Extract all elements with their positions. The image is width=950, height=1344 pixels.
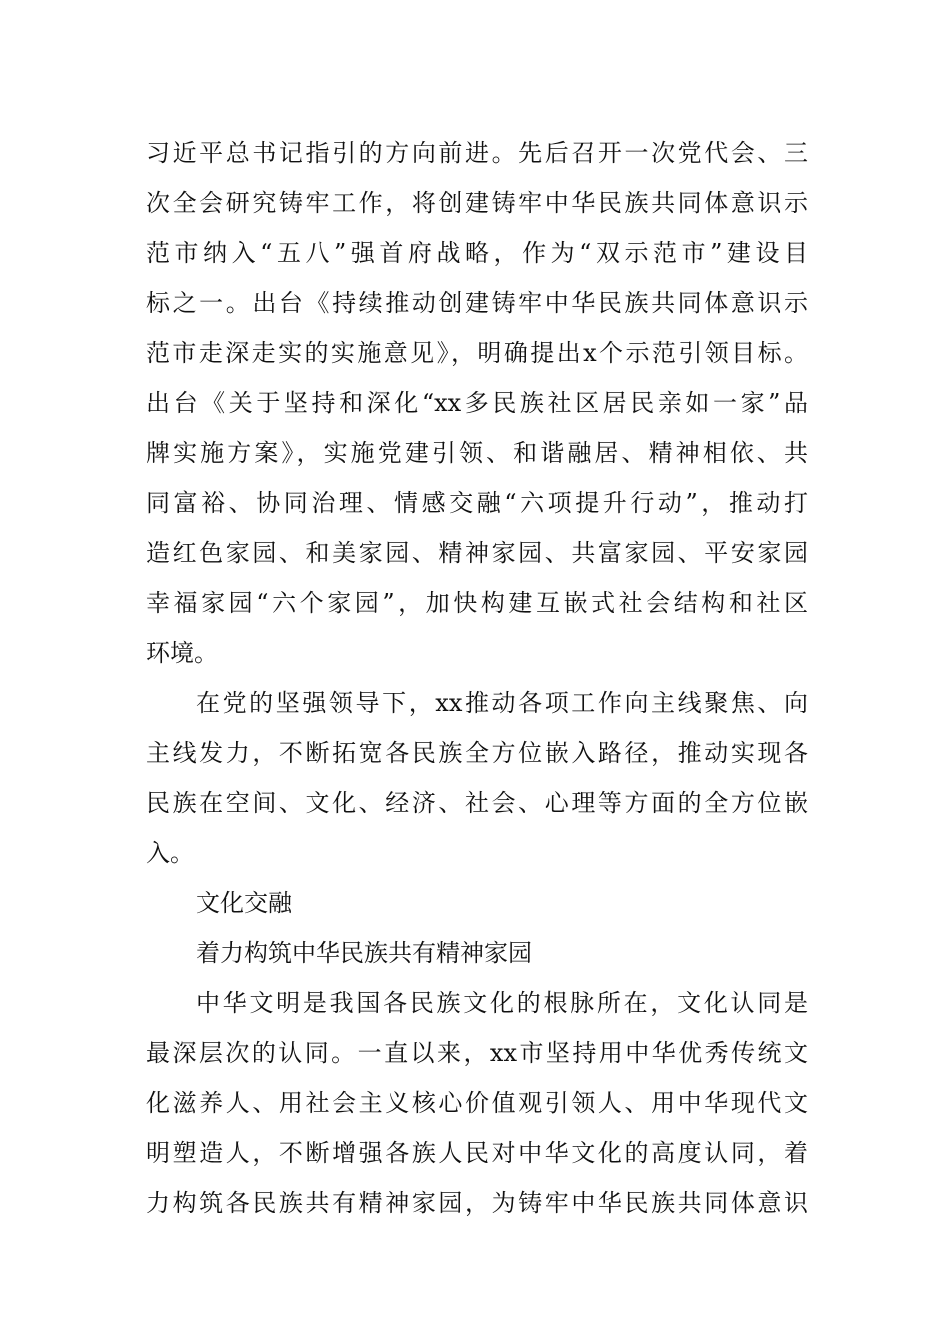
text-line: 明塑造人，不断增强各族人民对中华文化的高度认同，着 [146, 1139, 808, 1167]
text-line: 民族在空间、文化、经济、社会、心理等方面的全方位嵌 [146, 789, 808, 817]
text-line: 中华文明是我国各民族文化的根脉所在，文化认同是 [196, 989, 808, 1017]
text-line: 在党的坚强领导下，xx推动各项工作向主线聚焦、向 [196, 689, 808, 717]
text-line: 化滋养人、用社会主义核心价值观引领人、用中华现代文 [146, 1089, 808, 1117]
text-line: 牌实施方案》，实施党建引领、和谐融居、精神相依、共 [146, 439, 808, 467]
text-line: 环境。 [146, 639, 218, 667]
text-line: 最深层次的认同。一直以来，xx市坚持用中华优秀传统文 [146, 1039, 808, 1067]
text-line: 同富裕、协同治理、情感交融“六项提升行动”，推动打 [146, 489, 808, 517]
text-line: 造红色家园、和美家园、精神家园、共富家园、平安家园 [146, 539, 808, 567]
text-line: 习近平总书记指引的方向前进。先后召开一次党代会、三 [146, 139, 808, 167]
text-line: 范市纳入“五八”强首府战略，作为“双示范市”建设目 [146, 239, 808, 267]
document-body [146, 128, 808, 1228]
text-line: 主线发力，不断拓宽各民族全方位嵌入路径，推动实现各 [146, 739, 808, 767]
text-line: 出台《关于坚持和深化“xx多民族社区居民亲如一家”品 [146, 389, 808, 417]
text-line: 次全会研究铸牢工作，将创建铸牢中华民族共同体意识示 [146, 189, 808, 217]
text-line: 着力构筑中华民族共有精神家园 [196, 939, 532, 967]
text-line: 文化交融 [196, 889, 292, 917]
text-line: 入。 [146, 839, 194, 867]
text-line: 标之一。出台《持续推动创建铸牢中华民族共同体意识示 [146, 289, 808, 317]
text-line: 幸福家园“六个家园”，加快构建互嵌式社会结构和社区 [146, 589, 808, 617]
text-line: 范市走深走实的实施意见》，明确提出x个示范引领目标。 [146, 339, 808, 367]
text-line: 力构筑各民族共有精神家园，为铸牢中华民族共同体意识 [146, 1189, 808, 1217]
